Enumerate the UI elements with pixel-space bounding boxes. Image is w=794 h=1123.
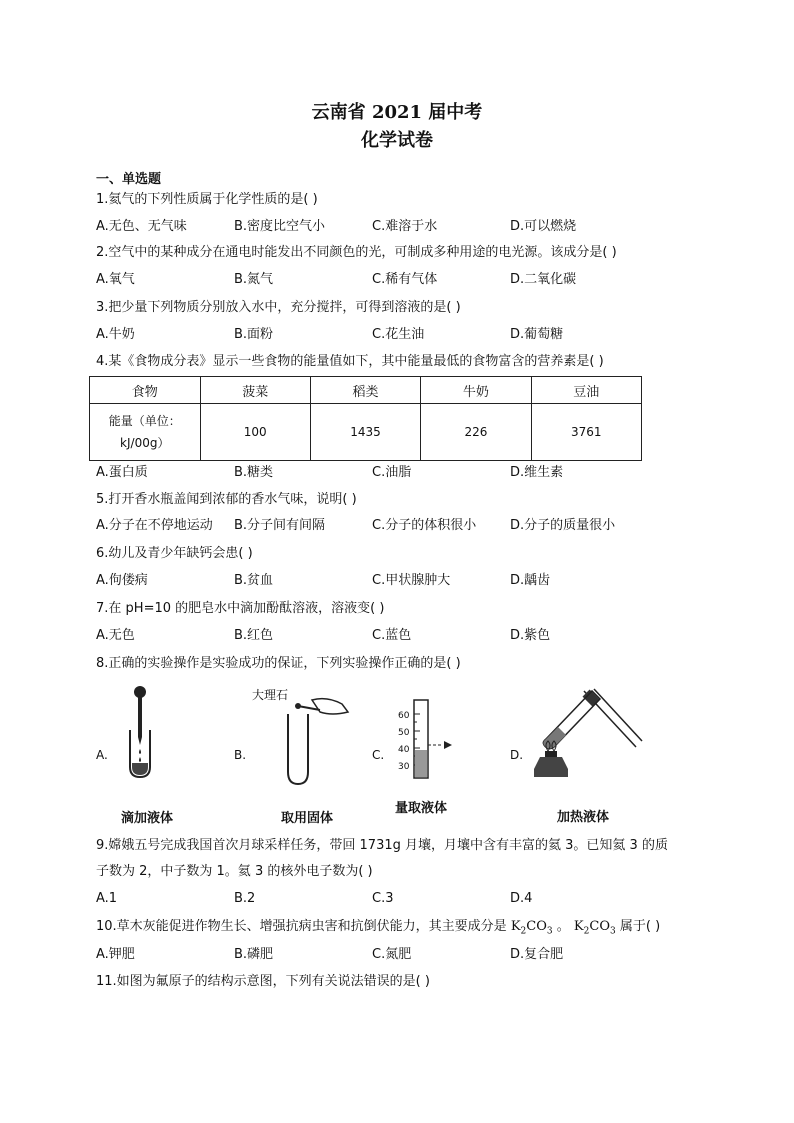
question-stem: 7.在 pH=10 的肥皂水中滴加酚酞溶液，溶液变( ) [96,601,385,616]
option-a[interactable]: A.牛奶 [96,327,135,342]
option-a[interactable]: A.佝偻病 [96,573,148,588]
option-c[interactable]: C.甲状腺肿大 [372,573,451,588]
figure-caption: 量取液体 [394,801,447,816]
option-c[interactable]: C.稀有气体 [372,272,438,287]
option-d[interactable]: D.龋齿 [510,573,551,588]
table-cell: 226 [421,404,531,461]
option-b[interactable]: B.面粉 [234,327,274,342]
figure-caption: 加热液体 [556,810,609,825]
option-a[interactable]: A.无色、无气味 [96,219,187,234]
option-c[interactable]: C.分子的体积很小 [372,518,477,533]
option-a[interactable]: A.蛋白质 [96,465,148,480]
dropper-tube-illustration [110,685,170,781]
graduated-cylinder-illustration [386,696,456,780]
option-c[interactable]: C.3 [372,891,394,906]
stem-text: 。 [556,919,570,934]
formula-symbol: K [510,919,521,934]
cylinder-tick-label: 50 [398,728,410,738]
table-row-label [90,404,201,461]
figure-letter[interactable]: C. [372,748,385,762]
test-tube-solid-illustration [262,690,352,790]
option-a[interactable]: A.无色 [96,628,135,643]
table-header-cell: 豆油 [531,377,641,404]
options-row [96,219,716,235]
question-stem: 1.氦气的下列性质属于化学性质的是( ) [96,192,318,207]
row-label-line2: kJ/00g） [120,436,170,450]
options-row [96,465,716,481]
formula-subscript: 3 [609,926,616,937]
question-stem: 8.正确的实验操作是实验成功的保证，下列实验操作正确的是( ) [96,656,461,671]
options-row [96,272,716,288]
formula-symbol: CO [526,919,547,934]
options-row [96,573,716,589]
cylinder-tick-label: 30 [398,762,410,772]
table-header-cell: 牛奶 [421,377,531,404]
option-b[interactable]: B.磷肥 [234,947,274,962]
cylinder-tick-label: 60 [398,711,410,721]
exam-title: 云南省 2021 届中考 [311,102,483,123]
option-b[interactable]: B.糖类 [234,465,274,480]
options-row [96,518,716,534]
question-stem: 4.某《食物成分表》显示一些食物的能量值如下，其中能量最低的食物富含的营养素是( ) [96,354,604,369]
table-cell: 3761 [531,404,641,461]
figure-letter[interactable]: B. [234,748,247,762]
option-c[interactable]: C.氮肥 [372,947,412,962]
figure-label: 大理石 [252,688,289,702]
option-a[interactable]: A.钾肥 [96,947,135,962]
formula-symbol: K [573,919,584,934]
cylinder-tick-label: 40 [398,745,410,755]
table-header-cell: 食物 [90,377,201,404]
table-header-cell: 稻类 [310,377,420,404]
option-b[interactable]: B.氮气 [234,272,274,287]
question-stem: 3.把少量下列物质分别放入水中，充分搅拌，可得到溶液的是( ) [96,300,461,315]
formula-subscript: 2 [583,926,590,937]
figure-caption: 滴加液体 [120,811,173,826]
table-header-row [90,377,642,404]
option-a[interactable]: A.1 [96,891,118,906]
option-d[interactable]: D.二氧化碳 [510,272,577,287]
formula-symbol: CO [589,919,610,934]
option-c[interactable]: C.难溶于水 [372,219,438,234]
option-d[interactable]: D.维生素 [510,465,564,480]
option-c[interactable]: C.蓝色 [372,628,412,643]
stem-text: 属于( ) [619,919,661,934]
option-c[interactable]: C.油脂 [372,465,412,480]
option-d[interactable]: D.可以燃烧 [510,219,577,234]
formula-k2co3 [573,919,616,937]
option-b[interactable]: B.2 [234,891,256,906]
question-stem-line1: 9.嫦娥五号完成我国首次月球采样任务，带回 1731g 月壤，月壤中含有丰富的氦 3。已知氦 3 的质 [96,838,668,853]
option-d[interactable]: D.葡萄糖 [510,327,564,342]
table-row [90,404,642,461]
question-stem [96,919,660,940]
option-d[interactable]: D.分子的质量很小 [510,518,616,533]
question-stem: 6.幼儿及青少年缺钙会患( ) [96,546,253,561]
options-row [96,628,716,644]
option-b[interactable]: B.分子间有间隔 [234,518,326,533]
question-stem: 5.打开香水瓶盖闻到浓郁的香水气味，说明( ) [96,492,357,507]
alcohol-lamp-heating-illustration [528,685,643,783]
figure-letter[interactable]: A. [96,748,108,762]
formula-k2co3 [510,919,553,937]
formula-subscript: 3 [546,926,553,937]
exam-subtitle: 化学试卷 [361,130,433,151]
option-b[interactable]: B.红色 [234,628,274,643]
option-d[interactable]: D.复合肥 [510,947,564,962]
option-a[interactable]: A.氧气 [96,272,135,287]
figure-letter[interactable]: D. [510,748,524,762]
options-row [96,891,716,907]
food-energy-table [89,376,642,461]
option-a[interactable]: A.分子在不停地运动 [96,518,213,533]
question-stem: 2.空气中的某种成分在通电时能发出不同颜色的光，可制成多种用途的电光源。该成分是( ) [96,245,617,260]
option-c[interactable]: C.花生油 [372,327,425,342]
option-b[interactable]: B.贫血 [234,573,274,588]
option-d[interactable]: D.4 [510,891,533,906]
option-b[interactable]: B.密度比空气小 [234,219,326,234]
section-title: 一、单选题 [96,172,162,187]
options-row [96,947,716,963]
row-label-line1: 能量（单位： [108,414,181,428]
question-stem: 11.如图为氟原子的结构示意图，下列有关说法错误的是( ) [96,974,430,989]
table-cell: 1435 [310,404,420,461]
option-d[interactable]: D.紫色 [510,628,551,643]
figure-caption: 取用固体 [280,811,333,826]
table-cell: 100 [200,404,310,461]
question-stem-line2: 子数为 2，中子数为 1。氦 3 的核外电子数为( ) [96,864,373,879]
formula-subscript: 2 [520,926,527,937]
options-row [96,327,716,343]
table-header-cell: 菠菜 [200,377,310,404]
stem-text: 10.草木灰能促进作物生长、增强抗病虫害和抗倒伏能力，其主要成分是 [96,919,507,934]
